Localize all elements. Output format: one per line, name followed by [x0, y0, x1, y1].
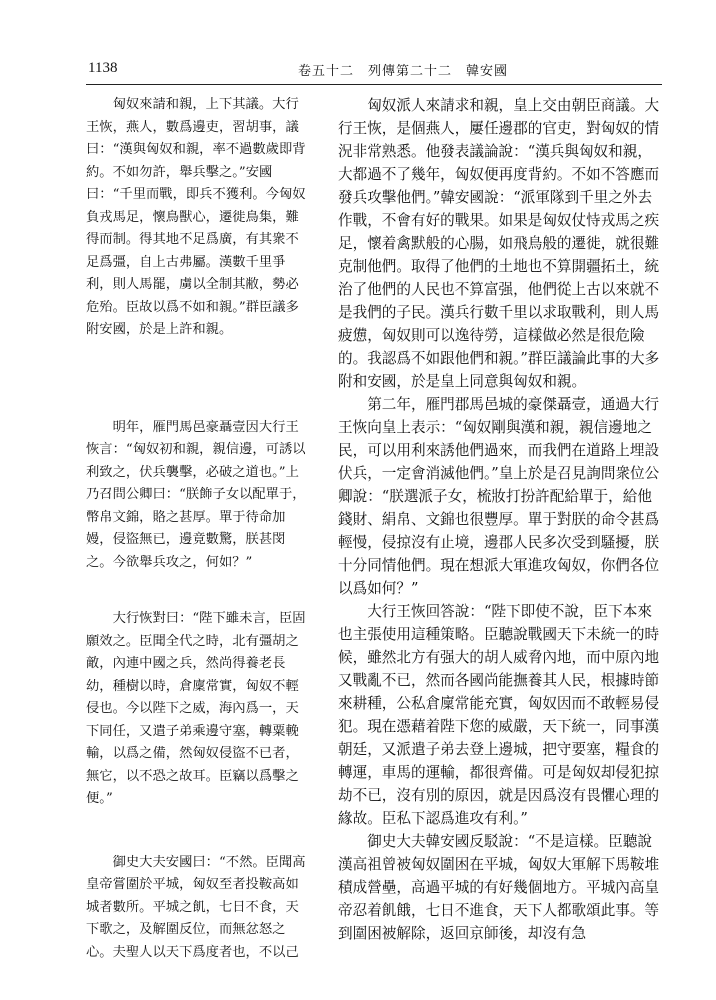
classical-paragraph: 大行恢對曰：“陛下雖未言，臣固願效之。臣聞全代之時，北有彊胡之敵，內連中國之兵，然尚得養老長幼，種樹以時，倉廩常實，匈奴不輕侵也。今以陛下之威，海內爲一，天下同任，又遣子弟乘邊守塞，轉粟輓輸，以爲之備，然匈奴侵盜不已者，無它，以不恐之故耳。臣竊以爲擊之便。”: [86, 611, 306, 806]
vernacular-paragraph: 御史大夫韓安國反駁說：“不是這樣。臣聽說漢高祖曾被匈奴圍困在平城，匈奴大軍解下馬鞍堆積成營壘，高過平城的有好幾個地方。平城內高皇帝忍着飢餓，七日不進食，天下人都歌頌此事。等到圍困被解除，返回京師後，却沒有急: [338, 833, 660, 942]
vernacular-translation-column: [338, 94, 660, 945]
paragraph-gap: [86, 342, 312, 417]
vernacular-paragraph: 匈奴派人來請求和親，皇上交由朝臣商議。大行王恢，是個燕人，屢任邊郡的官吏，對匈奴的情況非常熟悉。他發表議論說：“漢兵與匈奴和親，大都過不了幾年，匈奴便再度背約。不如不答應而發兵攻擊他們。”韓安國說：“派軍隊到千里之外去作戰，不會有好的戰果。如果是匈奴仗恃戎馬之疾足，懷着禽默般的心腸，如飛鳥般的遷徙，就很難克制他們。取得了他們的土地也不算開疆拓土，統治了他們的人民也不算富强，他們從上古以來就不是我們的子民。漢兵行數千里以求取戰利，則人馬疲憊，匈奴則可以逸待勞，這樣做必然是很危險的。我認爲不如跟他們和親。”群臣議論此事的大多附和安國，於是皇上同意與匈奴和親。: [338, 97, 660, 390]
classical-paragraph: 明年，雁門馬邑豪聶壹因大行王恢言：“匈奴初和親，親信邊，可誘以利致之，伏兵襲擊，必破之道也。”上乃召問公卿曰：“朕飾子女以配單于，幣帛文錦，賂之甚厚。單于待命加嫚，侵盜無已，邊竟數驚，朕甚閔之。今欲舉兵攻之，何如？”: [86, 419, 306, 570]
page-number: 1138: [88, 60, 118, 76]
vernacular-paragraph: 第二年，雁門郡馬邑城的豪傑聶壹，通過大行王恢向皇上表示：“匈奴剛與漢和親，親信邊地之民，可以用利來誘他們過來，而我們在道路上埋設伏兵，一定會消滅他們。”皇上於是召見詢問衆位公卿說：“朕選派子女，梳妝打扮許配給單于，給他錢財、絹帛、文錦也很豐厚。單于對朕的命令甚爲輕慢，侵掠沒有止境，邊郡人民多次受到騷擾，朕十分同情他們。現在想派大軍進攻匈奴，你們各位以爲如何？”: [338, 396, 660, 597]
paragraph-gap: [86, 574, 312, 608]
classical-paragraph: 御史大夫安國曰：“不然。臣聞高皇帝嘗圍於平城，匈奴至者投鞍高如城者數所。平城之飢，七日不食，天下歌之，及解圍反位，而無忿怒之心。夫聖人以天下爲度者也，不以己: [86, 854, 306, 960]
running-head: 卷五十二 列傳第二十二 韓安國: [297, 64, 508, 79]
vernacular-paragraph: 大行王恢回答說：“陛下即使不說，臣下本來也主張使用這種策略。臣聽說戰國天下未統一的時候，雖然北方有强大的胡人威脅內地，而中原內地又戰亂不已，然而各國尚能撫養其人民，根據時節來耕種，公私倉廩常能充實，匈奴因而不敢輕易侵犯。現在憑藉着陛下您的威嚴，天下統一，同事漢朝廷，又派遣子弟去登上邊城，把守要塞，糧食的轉運，車馬的運輸，都很齊備。可是匈奴却侵犯掠劫不已，沒有別的原因，就是因爲沒有畏懼心理的緣故。臣私下認爲進攻有利。”: [338, 603, 660, 827]
classical-text-column: [86, 94, 312, 964]
header-rule: [86, 84, 662, 85]
classical-paragraph: 匈奴來請和親，上下其議。大行王恢，燕人，數爲邊吏，習胡事，議曰：“漢與匈奴和親，率不過數歲即背約。不如勿許，舉兵擊之。”安國曰：“千里而戰，即兵不獲利。今匈奴負戎馬足，懷鳥獸心，遷徙鳥集，難得而制。得其地不足爲廣，有其衆不足爲彊，自上古弗屬。漢數千里爭利，則人馬罷，虜以全制其敝，勢必危殆。臣故以爲不如和親。”群臣議多附安國，於是上許和親。: [86, 97, 306, 337]
paragraph-gap: [86, 811, 312, 852]
